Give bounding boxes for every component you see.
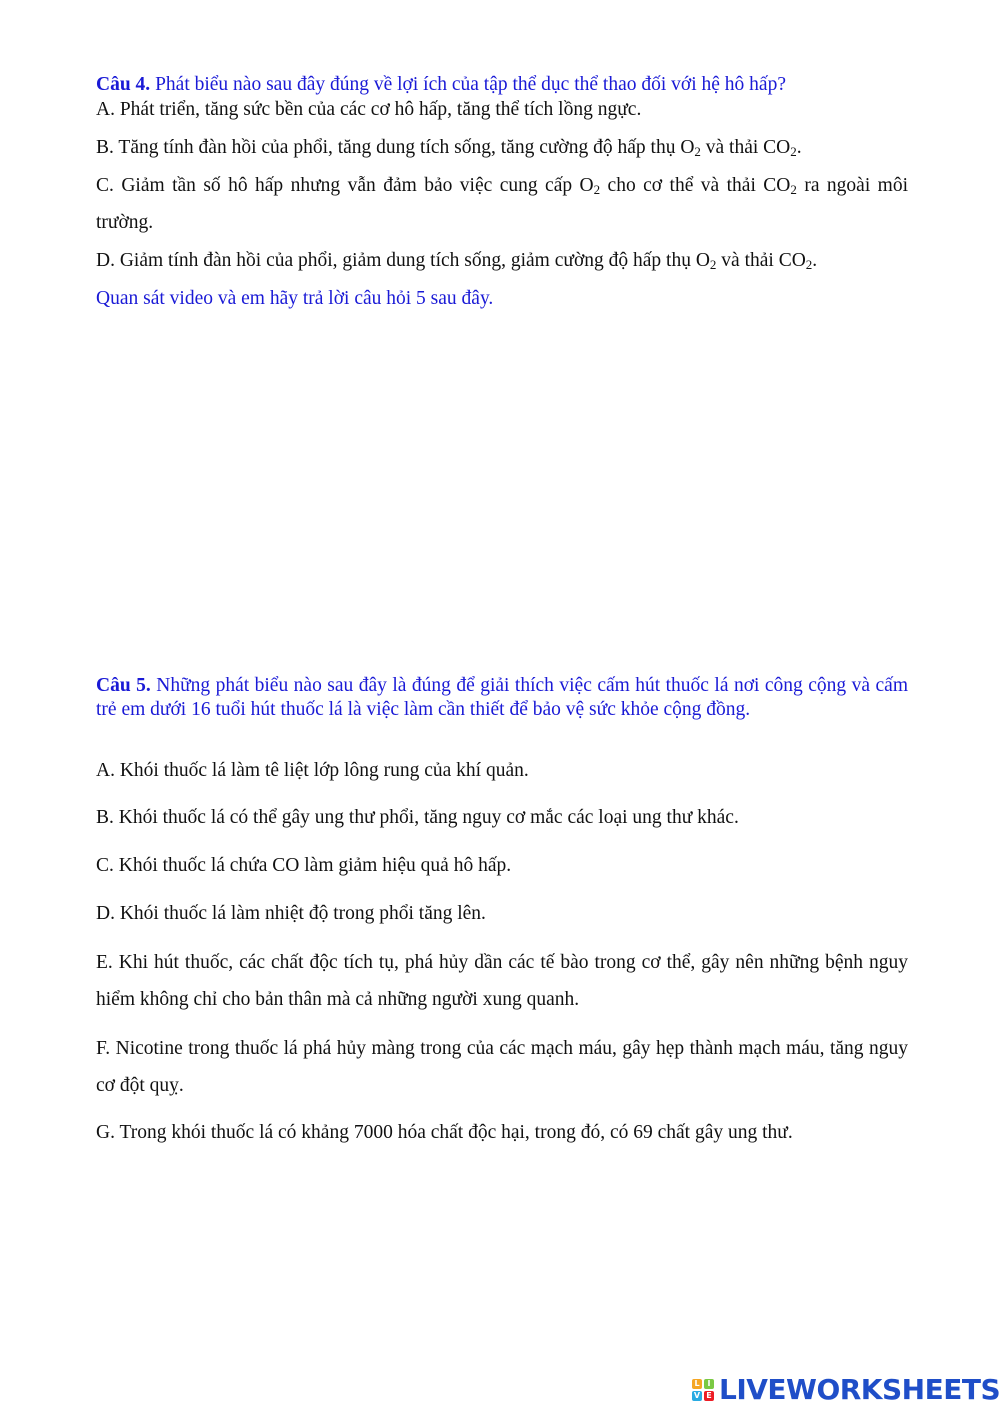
q5-option-a: A. Khói thuốc lá làm tê liệt lớp lông rung của khí quản. — [96, 760, 529, 781]
q5-question-text: Những phát biểu nào sau đây là đúng để giải thích việc cấm hút thuốc lá nơi công cộng và cấm trẻ em dưới 16 tuổi hút thuốc lá là việc làm cần thiết để bảo vệ sức khỏe cộng đồng. — [96, 675, 908, 720]
video-prompt: Quan sát video và em hãy trả lời câu hỏi 5 sau đây. — [96, 288, 494, 309]
logo-tile-v: V — [693, 1391, 701, 1400]
q4-question-text: Phát biểu nào sau đây đúng về lợi ích của tập thể dục thể thao đối với hệ hô hấp? — [155, 74, 786, 95]
q4-question — [96, 73, 908, 97]
logo-tile-e: E — [704, 1391, 714, 1401]
logo-tile-i: I — [704, 1379, 714, 1389]
q5-label: Câu 5. — [96, 675, 151, 696]
q5-question — [96, 674, 908, 722]
q4-option-b: B. Tăng tính đàn hồi của phổi, tăng dung tích sống, tăng cường độ hấp thụ $O_2$ và thải $CO_2$. — [96, 137, 802, 159]
q4-option-a: A. Phát triển, tăng sức bền của các cơ hô hấp, tăng thể tích lồng ngực. — [96, 99, 642, 120]
logo-text: LIVEWORKSHEETS — [719, 1373, 1000, 1406]
q4-option-d: D. Giảm tính đàn hồi của phổi, giảm dung tích sống, giảm cường độ hấp thụ $O_2$ và thải $CO_2$. — [96, 250, 818, 272]
liveworksheets-logo — [692, 1372, 1000, 1408]
q5-option-b: B. Khói thuốc lá có thể gây ung thư phổi, tăng nguy cơ mắc các loại ung thư khác. — [96, 807, 739, 828]
q5-option-e: E. Khi hút thuốc, các chất độc tích tụ, phá hủy dần các tế bào trong cơ thể, gây nên những bệnh nguy hiểm không chỉ cho bản thân mà cả những người xung quanh. — [96, 952, 908, 1010]
live-logo-icon — [692, 1379, 714, 1401]
q4-label: Câu 4. — [96, 74, 151, 95]
q5-option-c: C. Khói thuốc lá chứa CO làm giảm hiệu quả hô hấp. — [96, 855, 512, 876]
q4-option-c: C. Giảm tần số hô hấp nhưng vẫn đảm bảo việc cung cấp $O_2$ cho cơ thể và thải $CO_2$ ra ngoài môi trường. — [96, 175, 909, 233]
q5-option-d: D. Khói thuốc lá làm nhiệt độ trong phổi tăng lên. — [96, 903, 486, 924]
q5-option-g: G. Trong khói thuốc lá có khảng 7000 hóa chất độc hại, trong đó, có 69 chất gây ung thư. — [96, 1122, 793, 1143]
logo-tile-l: L — [692, 1379, 702, 1389]
q5-option-f: F. Nicotine trong thuốc lá phá hủy màng trong của các mạch máu, gây hẹp thành mạch máu, tăng nguy cơ đột quỵ. — [96, 1038, 908, 1096]
